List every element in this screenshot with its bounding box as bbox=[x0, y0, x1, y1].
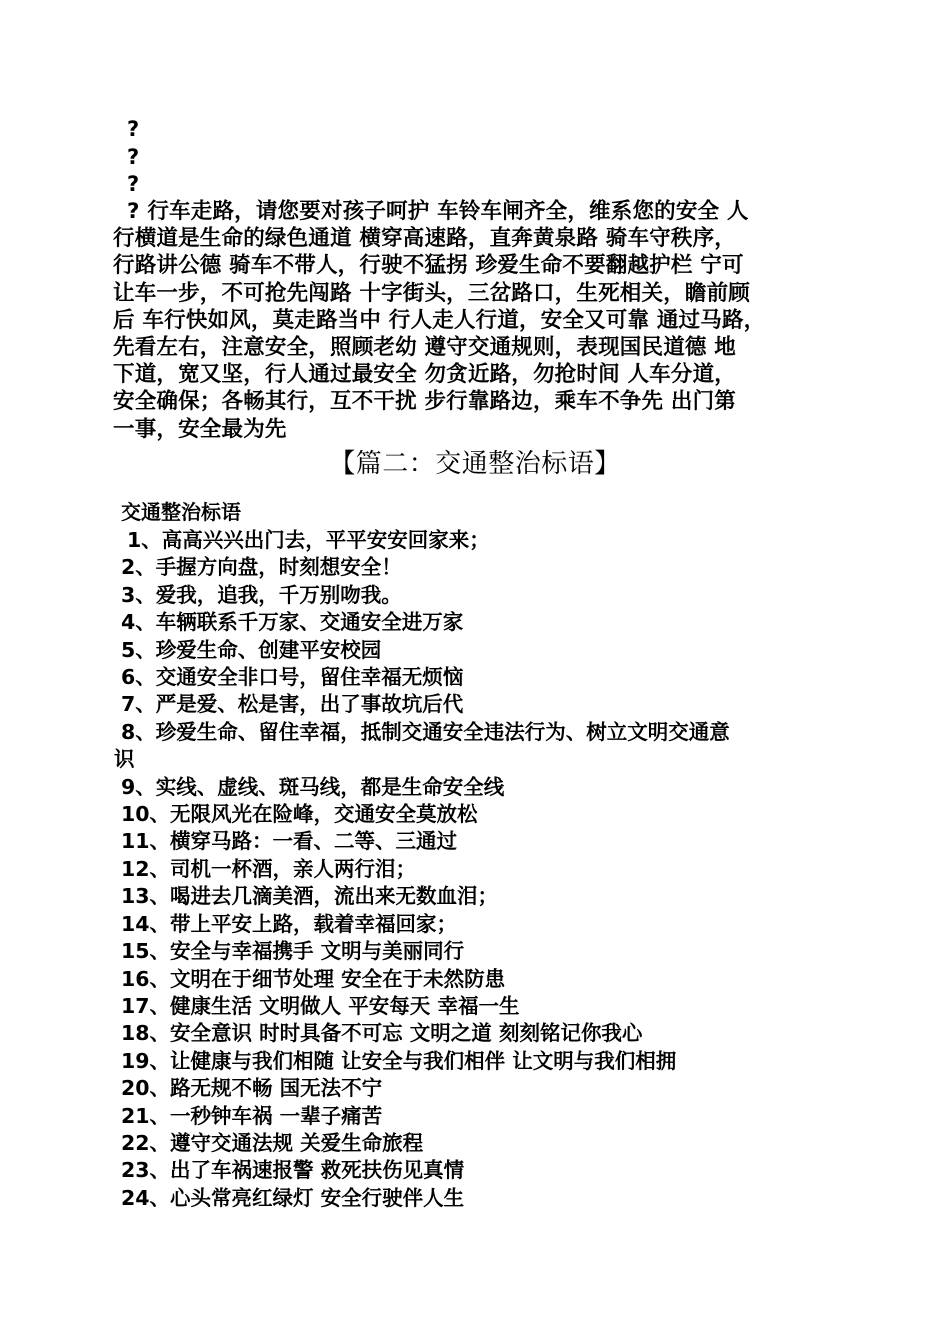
slogan-item: 14、带上平安上路，载着幸福回家； bbox=[121, 911, 458, 936]
slogan-item: 6、交通安全非口号，留住幸福无烦恼 bbox=[121, 665, 464, 690]
slogan-item: 17、健康生活 文明做人 平安每天 幸福一生 bbox=[121, 993, 520, 1018]
slogan-item: 23、出了车祸速报警 救死扶伤见真情 bbox=[121, 1158, 465, 1183]
section-title: 【篇二：交通整治标语】 bbox=[329, 449, 621, 479]
slogan-item: 4、车辆联系千万家、交通安全进万家 bbox=[121, 610, 464, 635]
question-mark-line: ? bbox=[127, 172, 140, 196]
slogan-item: 12、司机一杯酒，亲人两行泪； bbox=[121, 856, 417, 881]
slogan-item-continuation: 识 bbox=[114, 747, 135, 772]
slogan-item: 10、无限风光在险峰，交通安全莫放松 bbox=[121, 802, 478, 827]
paragraph-line: 安全确保；各畅其行，互不干扰 步行靠路边，乘车不争先 出门第 bbox=[113, 389, 736, 415]
slogan-item: 11、横穿马路：一看、二等、三通过 bbox=[121, 829, 458, 854]
slogan-item: 7、严是爱、松是害，出了事故坑后代 bbox=[121, 692, 464, 717]
slogan-item: 3、爱我，追我，千万别吻我。 bbox=[121, 582, 402, 607]
slogan-item: 2、手握方向盘，时刻想安全！ bbox=[121, 555, 402, 580]
paragraph-line: 后 车行快如风，莫走路当中 行人走人行道，安全又可靠 通过马路， bbox=[113, 307, 766, 333]
list-heading: 交通整治标语 bbox=[121, 500, 241, 524]
paragraph-line: 一事，安全最为先 bbox=[113, 416, 287, 442]
paragraph-line: 行横道是生命的绿色通道 横穿高速路，直奔黄泉路 骑车守秩序， bbox=[113, 226, 736, 252]
slogan-item: 13、喝进去几滴美酒，流出来无数血泪； bbox=[121, 884, 499, 909]
slogan-item: 16、文明在于细节处理 安全在于未然防患 bbox=[121, 966, 506, 991]
paragraph-line: 下道，宽又坚，行人通过最安全 勿贪近路，勿抢时间 人车分道， bbox=[113, 362, 736, 388]
slogan-item: 19、让健康与我们相随 让安全与我们相伴 让文明与我们相拥 bbox=[121, 1048, 677, 1073]
question-mark-line: ? bbox=[127, 144, 140, 169]
slogan-item: 5、珍爱生命、创建平安校园 bbox=[121, 637, 382, 662]
slogan-item: 1、高高兴兴出门去，平平安安回家来； bbox=[127, 528, 490, 552]
slogan-item: 8、珍爱生命、留住幸福，抵制交通安全违法行为、树立文明交通意 bbox=[121, 719, 730, 744]
slogan-item: 15、安全与幸福携手 文明与美丽同行 bbox=[121, 939, 465, 964]
paragraph-line: ? 行车走路，请您要对孩子呵护 车铃车闸齐全，维系您的安全 人 bbox=[127, 199, 749, 224]
paragraph-line: 行路讲公德 骑车不带人，行驶不猛拐 珍爱生命不要翻越护栏 宁可 bbox=[113, 253, 744, 279]
slogan-item: 18、安全意识 时时具备不可忘 文明之道 刻刻铭记你我心 bbox=[121, 1021, 643, 1046]
slogan-item: 24、心头常亮红绿灯 安全行驶伴人生 bbox=[121, 1185, 465, 1210]
slogan-item: 20、路无规不畅 国无法不宁 bbox=[121, 1076, 383, 1101]
paragraph-line: 让车一步，不可抢先闯路 十字街头，三岔路口，生死相关，瞻前顾 bbox=[113, 280, 750, 306]
question-mark-lines bbox=[127, 116, 139, 199]
slogan-item: 22、遵守交通法规 关爱生命旅程 bbox=[121, 1130, 424, 1155]
intro-paragraph bbox=[113, 198, 848, 443]
slogan-item: 21、一秒钟车祸 一辈子痛苦 bbox=[121, 1103, 383, 1128]
paragraph-line: 先看左右，注意安全，照顾老幼 遵守交通规则，表现国民道德 地 bbox=[113, 335, 736, 361]
slogan-item: 9、实线、虚线、斑马线，都是生命安全线 bbox=[121, 774, 505, 799]
question-mark-line: ? bbox=[127, 117, 140, 141]
slogan-list bbox=[114, 527, 841, 1212]
